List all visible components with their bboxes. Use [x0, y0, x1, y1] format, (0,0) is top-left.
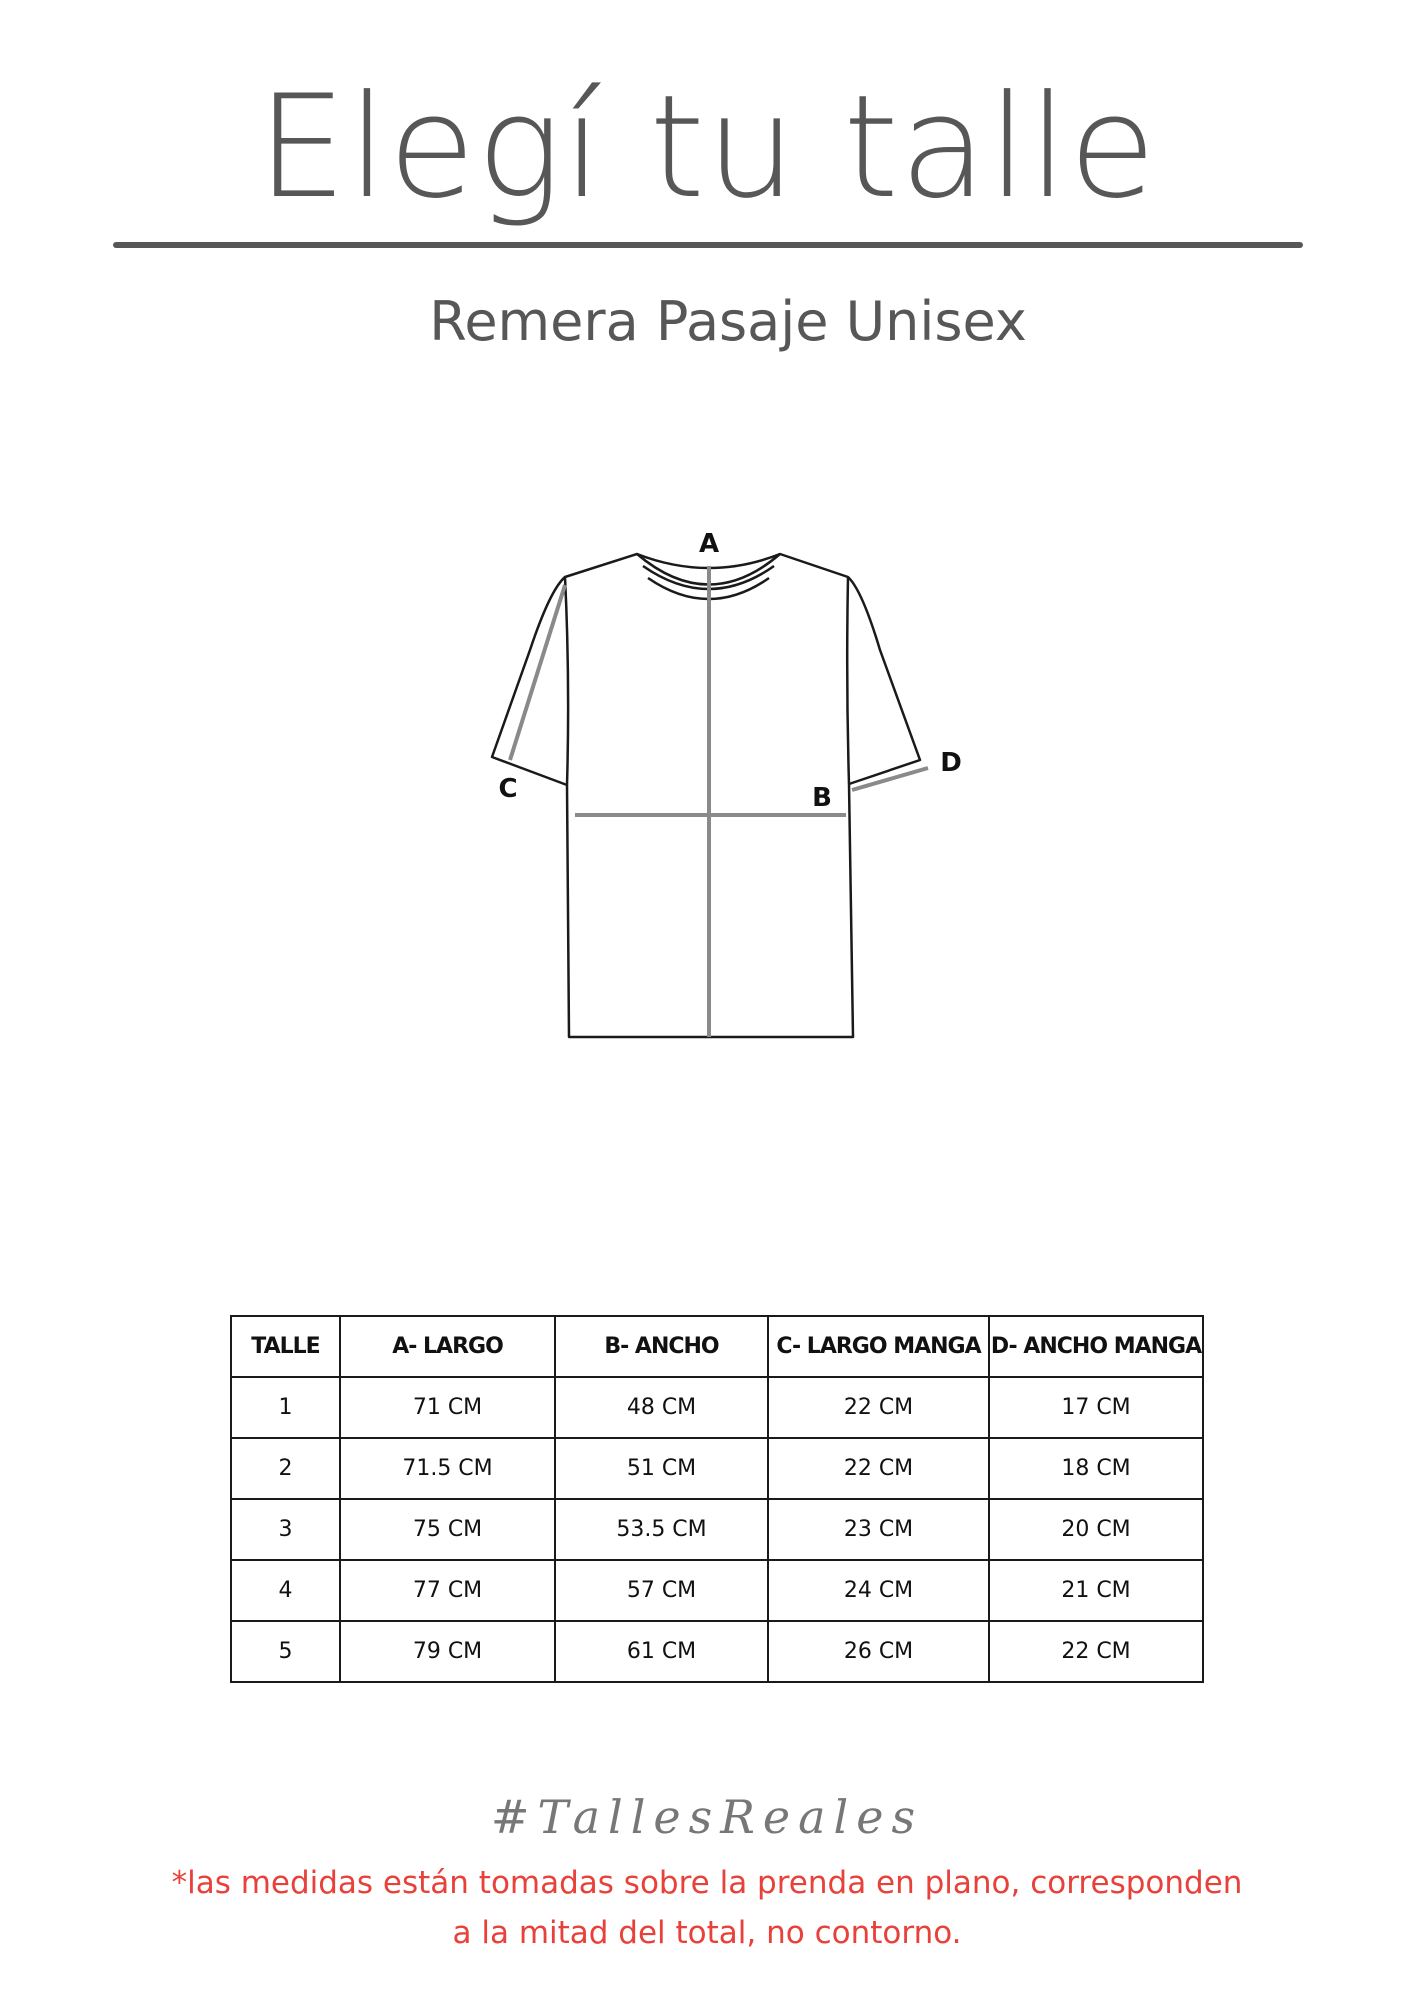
note-line-2: a la mitad del total, no contorno.	[452, 1915, 962, 1951]
table-row	[231, 1438, 1203, 1499]
cell-largo-manga: 26 CM	[768, 1621, 989, 1682]
label-c: C	[498, 774, 518, 804]
cell-ancho-manga: 22 CM	[989, 1621, 1203, 1682]
cell-largo: 77 CM	[340, 1560, 555, 1621]
label-a: A	[698, 529, 720, 559]
cell-ancho-manga: 18 CM	[989, 1438, 1203, 1499]
cell-talle: 3	[231, 1499, 340, 1560]
tshirt-outline	[492, 554, 920, 1037]
measure-line-c	[510, 585, 565, 760]
cell-talle: 2	[231, 1438, 340, 1499]
table-row	[231, 1377, 1203, 1438]
cell-ancho: 51 CM	[555, 1438, 768, 1499]
measurement-note	[90, 1858, 1324, 1958]
hashtag: #TallesReales	[490, 1790, 924, 1844]
header-largo: A- LARGO	[340, 1316, 555, 1377]
header-ancho-manga: D- ANCHO MANGA	[989, 1316, 1203, 1377]
cell-ancho: 48 CM	[555, 1377, 768, 1438]
table-row	[231, 1499, 1203, 1560]
cell-talle: 5	[231, 1621, 340, 1682]
cell-ancho-manga: 17 CM	[989, 1377, 1203, 1438]
note-line-1: *las medidas están tomadas sobre la prenda en plano, corresponden	[171, 1865, 1243, 1901]
cell-ancho: 53.5 CM	[555, 1499, 768, 1560]
cell-ancho: 61 CM	[555, 1621, 768, 1682]
label-d: D	[940, 748, 962, 778]
cell-largo-manga: 23 CM	[768, 1499, 989, 1560]
header-ancho: B- ANCHO	[555, 1316, 768, 1377]
cell-talle: 1	[231, 1377, 340, 1438]
cell-largo-manga: 24 CM	[768, 1560, 989, 1621]
table-row	[231, 1621, 1203, 1682]
cell-largo: 71 CM	[340, 1377, 555, 1438]
header-talle: TALLE	[231, 1316, 340, 1377]
table-row	[231, 1560, 1203, 1621]
table-header-row	[231, 1316, 1203, 1377]
cell-ancho: 57 CM	[555, 1560, 768, 1621]
cell-largo: 75 CM	[340, 1499, 555, 1560]
label-b: B	[812, 783, 832, 813]
size-table	[230, 1315, 1204, 1683]
cell-ancho-manga: 20 CM	[989, 1499, 1203, 1560]
cell-largo-manga: 22 CM	[768, 1377, 989, 1438]
header-largo-manga: C- LARGO MANGA	[768, 1316, 989, 1377]
cell-largo: 79 CM	[340, 1621, 555, 1682]
cell-ancho-manga: 21 CM	[989, 1560, 1203, 1621]
product-name: Remera Pasaje Unisex	[429, 290, 1027, 353]
cell-largo: 71.5 CM	[340, 1438, 555, 1499]
page-title: Elegí tu talle	[256, 65, 1158, 230]
cell-largo-manga: 22 CM	[768, 1438, 989, 1499]
cell-talle: 4	[231, 1560, 340, 1621]
